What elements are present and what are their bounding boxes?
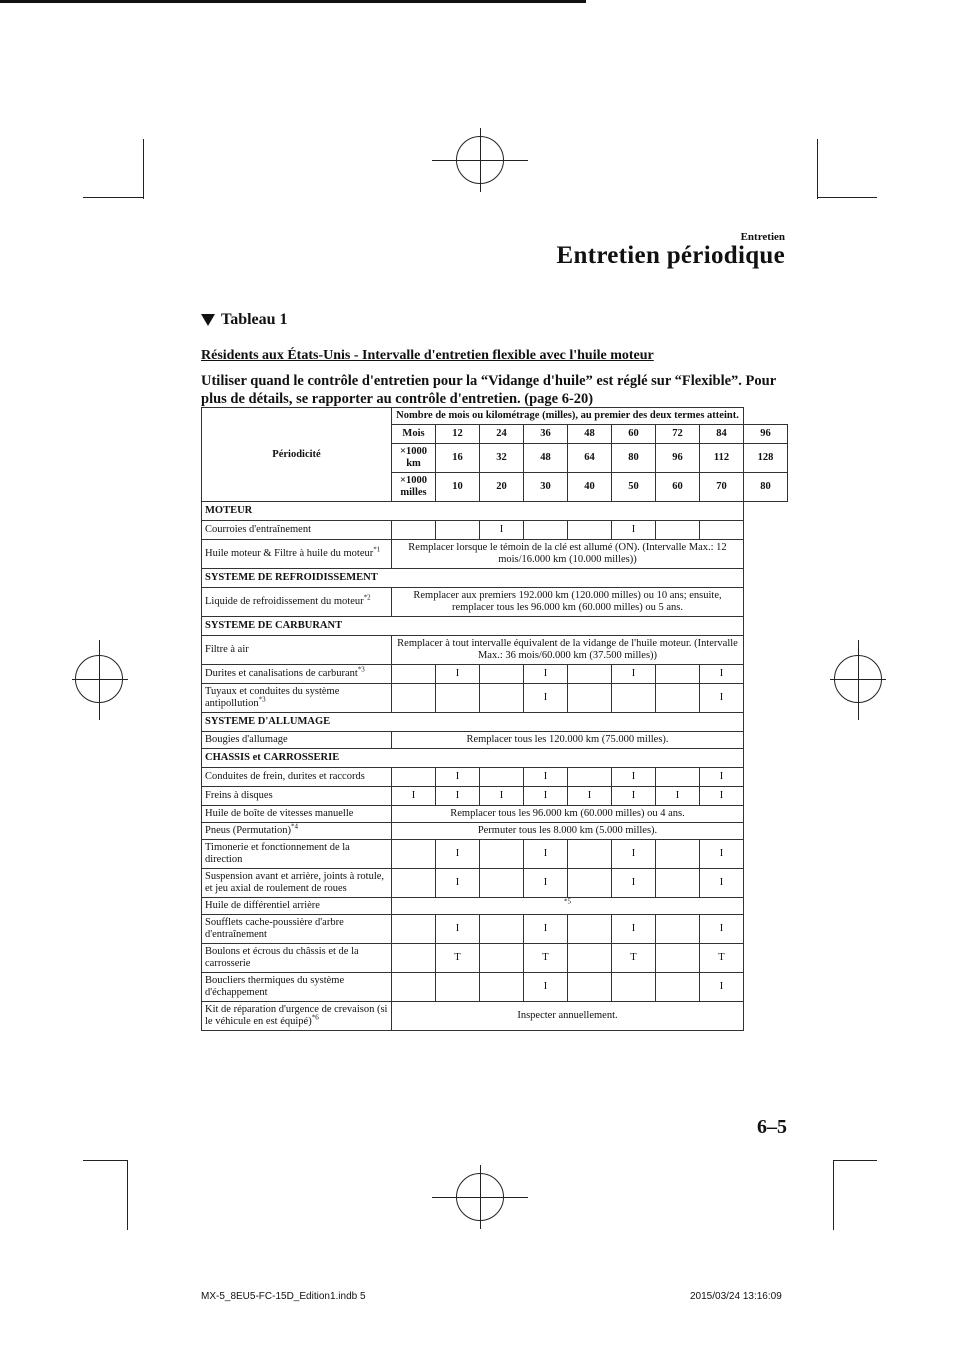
item-label: Huile moteur & Filtre à huile du moteur	[205, 548, 374, 559]
interval-value: 80	[744, 473, 788, 502]
schedule-cell: I	[656, 787, 700, 806]
schedule-text: Remplacer lorsque le témoin de la clé est allumé (ON). (Intervalle Max.: 12 mois/16.000 km (10.000 milles))	[392, 540, 744, 569]
schedule-cell: I	[612, 787, 656, 806]
schedule-cell	[392, 521, 436, 540]
schedule-cell: I	[612, 869, 656, 898]
schedule-cell: I	[436, 787, 480, 806]
schedule-cell	[568, 915, 612, 944]
schedule-cell	[392, 944, 436, 973]
schedule-cell: T	[612, 944, 656, 973]
schedule-cell: I	[612, 840, 656, 869]
item-cell	[202, 732, 392, 749]
table-row	[202, 588, 788, 617]
schedule-text: Remplacer à tout intervalle équivalent de la vidange de l'huile moteur. (Intervalle Max.: 36 mois/60.000 km (37.500 milles))	[392, 636, 744, 665]
schedule-cell	[480, 665, 524, 684]
schedule-cell: I	[524, 973, 568, 1002]
schedule-cell: I	[436, 915, 480, 944]
table-row	[202, 617, 788, 636]
footnote-ref: *3	[357, 665, 365, 674]
table-row	[202, 898, 788, 915]
schedule-cell: I	[480, 787, 524, 806]
interval-value: 84	[700, 425, 744, 444]
interval-value: 70	[700, 473, 744, 502]
schedule-cell	[392, 768, 436, 787]
schedule-cell	[392, 973, 436, 1002]
schedule-cell: I	[524, 665, 568, 684]
item-cell	[202, 806, 392, 823]
schedule-cell	[436, 973, 480, 1002]
interval-value: 48	[568, 425, 612, 444]
table-row	[202, 1002, 788, 1031]
interval-value: 60	[656, 473, 700, 502]
schedule-cell: T	[524, 944, 568, 973]
schedule-cell	[568, 768, 612, 787]
schedule-cell	[524, 521, 568, 540]
schedule-cell	[612, 684, 656, 713]
schedule-cell: I	[524, 840, 568, 869]
schedule-cell	[568, 665, 612, 684]
footer-timestamp: 2015/03/24 13:16:09	[690, 1291, 782, 1302]
schedule-note	[392, 898, 744, 915]
interval-value: 128	[744, 444, 788, 473]
unit-label: ×1000 milles	[392, 473, 436, 502]
item-cell	[202, 636, 392, 665]
header-rule	[0, 0, 586, 3]
interval-value: 80	[612, 444, 656, 473]
category-label: SYSTEME DE CARBURANT	[202, 617, 744, 636]
schedule-cell: I	[480, 521, 524, 540]
interval-value: 72	[656, 425, 700, 444]
schedule-cell: I	[568, 787, 612, 806]
item-cell	[202, 823, 392, 840]
category-label: CHASSIS et CARROSSERIE	[202, 749, 744, 768]
item-label: Freins à disques	[205, 790, 273, 801]
footnote-ref: *2	[363, 593, 371, 602]
item-cell	[202, 521, 392, 540]
schedule-cell	[480, 768, 524, 787]
interval-value: 24	[480, 425, 524, 444]
schedule-cell	[656, 684, 700, 713]
table-row	[202, 806, 788, 823]
item-label: Boucliers thermiques du système d'échappement	[205, 975, 345, 998]
schedule-cell	[700, 521, 744, 540]
interval-value: 50	[612, 473, 656, 502]
item-label: Conduites de frein, durites et raccords	[205, 771, 365, 782]
interval-value: 60	[612, 425, 656, 444]
triangle-icon	[201, 314, 215, 326]
interval-value: 48	[524, 444, 568, 473]
item-cell	[202, 973, 392, 1002]
table-row	[202, 869, 788, 898]
schedule-cell	[656, 840, 700, 869]
table-row	[202, 749, 788, 768]
footnote-ref: *5	[564, 897, 571, 906]
schedule-cell: I	[436, 869, 480, 898]
schedule-cell: I	[612, 521, 656, 540]
item-cell	[202, 768, 392, 787]
table-heading-label: Tableau 1	[221, 311, 288, 328]
interval-value: 96	[744, 425, 788, 444]
schedule-text: Remplacer tous les 96.000 km (60.000 milles) ou 4 ans.	[392, 806, 744, 823]
schedule-cell	[568, 973, 612, 1002]
table-subheading: Résidents aux États-Unis - Intervalle d'entretien flexible avec l'huile moteur	[201, 348, 654, 363]
schedule-cell	[656, 915, 700, 944]
schedule-cell	[480, 944, 524, 973]
item-cell	[202, 840, 392, 869]
table-row	[202, 944, 788, 973]
category-label: SYSTEME D'ALLUMAGE	[202, 713, 744, 732]
schedule-cell: I	[700, 915, 744, 944]
schedule-cell: I	[436, 840, 480, 869]
item-label: Huile de différentiel arrière	[205, 900, 320, 911]
schedule-cell	[612, 973, 656, 1002]
interval-value: 10	[436, 473, 480, 502]
table-row	[202, 787, 788, 806]
item-label: Kit de réparation d'urgence de crevaison (si le véhicule en est équipé)	[205, 1004, 388, 1027]
table-row	[202, 915, 788, 944]
interval-value: 40	[568, 473, 612, 502]
schedule-cell	[392, 684, 436, 713]
schedule-cell	[480, 915, 524, 944]
table-heading	[201, 311, 288, 329]
item-label: Soufflets cache-poussière d'arbre d'entraînement	[205, 917, 344, 940]
item-label: Boulons et écrous du châssis et de la carrosserie	[205, 946, 359, 969]
schedule-cell	[568, 840, 612, 869]
schedule-cell	[568, 944, 612, 973]
schedule-cell	[392, 915, 436, 944]
table-row	[202, 823, 788, 840]
schedule-cell	[436, 684, 480, 713]
table-row	[202, 502, 788, 521]
interval-value: 12	[436, 425, 480, 444]
schedule-cell: I	[700, 787, 744, 806]
category-label: MOTEUR	[202, 502, 744, 521]
item-label: Timonerie et fonctionnement de la direction	[205, 842, 350, 865]
page-title: Entretien périodique	[556, 242, 785, 269]
table-row	[202, 973, 788, 1002]
interval-note: Nombre de mois ou kilométrage (milles), au premier des deux termes atteint.	[392, 408, 744, 425]
item-cell	[202, 787, 392, 806]
item-cell	[202, 915, 392, 944]
schedule-text: Remplacer aux premiers 192.000 km (120.000 milles) ou 10 ans; ensuite, remplacer tous les 96.000 km (60.000 milles) ou 5 ans.	[392, 588, 744, 617]
interval-value: 112	[700, 444, 744, 473]
interval-value: 64	[568, 444, 612, 473]
schedule-cell	[480, 840, 524, 869]
table-row	[202, 684, 788, 713]
item-cell	[202, 898, 392, 915]
schedule-cell: I	[524, 787, 568, 806]
schedule-cell	[656, 521, 700, 540]
item-cell	[202, 684, 392, 713]
schedule-cell: I	[524, 915, 568, 944]
section-name: Entretien	[740, 231, 785, 243]
item-label: Suspension avant et arrière, joints à rotule, et jeu axial de roulement de roues	[205, 871, 385, 894]
schedule-cell: I	[612, 665, 656, 684]
table-row	[202, 521, 788, 540]
schedule-cell: I	[612, 768, 656, 787]
item-label: Pneus (Permutation)	[205, 825, 292, 836]
schedule-cell: I	[700, 869, 744, 898]
footnote-ref: *1	[373, 545, 381, 554]
table-row	[202, 713, 788, 732]
schedule-cell	[480, 973, 524, 1002]
item-label: Filtre à air	[205, 644, 249, 655]
schedule-cell	[392, 869, 436, 898]
schedule-cell	[392, 665, 436, 684]
schedule-cell	[656, 869, 700, 898]
item-cell	[202, 869, 392, 898]
interval-value: 30	[524, 473, 568, 502]
interval-value: 36	[524, 425, 568, 444]
item-label: Durites et canalisations de carburant	[205, 668, 358, 679]
table-row	[202, 569, 788, 588]
table-row	[202, 732, 788, 749]
interval-value: 96	[656, 444, 700, 473]
interval-value: 16	[436, 444, 480, 473]
footnote-ref: *6	[311, 1013, 319, 1022]
item-cell	[202, 540, 392, 569]
schedule-cell	[436, 521, 480, 540]
schedule-cell	[480, 684, 524, 713]
schedule-cell: I	[524, 684, 568, 713]
schedule-cell	[480, 869, 524, 898]
table-row	[202, 540, 788, 569]
schedule-cell: I	[392, 787, 436, 806]
table-row	[202, 665, 788, 684]
unit-label: Mois	[392, 425, 436, 444]
schedule-cell: I	[436, 768, 480, 787]
schedule-cell: I	[524, 768, 568, 787]
schedule-cell	[568, 684, 612, 713]
schedule-cell: I	[524, 869, 568, 898]
schedule-text: Inspecter annuellement.	[392, 1002, 744, 1031]
item-label: Bougies d'allumage	[205, 734, 288, 745]
interval-value: 32	[480, 444, 524, 473]
item-label: Tuyaux et conduites du système antipollution	[205, 686, 340, 709]
footer-file: MX-5_8EU5-FC-15D_Edition1.indb 5	[201, 1291, 366, 1302]
schedule-cell: T	[436, 944, 480, 973]
schedule-cell: I	[700, 973, 744, 1002]
schedule-cell	[656, 665, 700, 684]
schedule-cell	[392, 840, 436, 869]
page-number: 6–5	[757, 1116, 787, 1138]
footnote-ref: *4	[291, 822, 299, 831]
item-cell	[202, 665, 392, 684]
schedule-cell	[656, 973, 700, 1002]
schedule-cell: I	[436, 665, 480, 684]
schedule-cell: I	[700, 840, 744, 869]
category-label: SYSTEME DE REFROIDISSEMENT	[202, 569, 744, 588]
schedule-cell: I	[700, 665, 744, 684]
schedule-text: Permuter tous les 8.000 km (5.000 milles).	[392, 823, 744, 840]
item-cell	[202, 1002, 392, 1031]
unit-label: ×1000 km	[392, 444, 436, 473]
schedule-cell: T	[700, 944, 744, 973]
intro-paragraph: Utiliser quand le contrôle d'entretien pour la “Vidange d'huile” est réglé sur “Flexible”. Pour plus de détails, se rapporter au contrôle d'entretien. (page 6-20)	[201, 373, 776, 407]
item-label: Liquide de refroidissement du moteur	[205, 596, 364, 607]
table-row	[202, 840, 788, 869]
schedule-cell	[656, 768, 700, 787]
periodicite-header: Périodicité	[202, 408, 392, 502]
table-row	[202, 768, 788, 787]
table-row	[202, 636, 788, 665]
schedule-cell: I	[612, 915, 656, 944]
schedule-text: Remplacer tous les 120.000 km (75.000 milles).	[392, 732, 744, 749]
schedule-cell: I	[700, 768, 744, 787]
interval-value: 20	[480, 473, 524, 502]
item-cell	[202, 588, 392, 617]
footnote-ref: *3	[258, 695, 266, 704]
item-label: Huile de boîte de vitesses manuelle	[205, 808, 354, 819]
schedule-cell	[568, 521, 612, 540]
item-cell	[202, 944, 392, 973]
schedule-cell	[656, 944, 700, 973]
maintenance-schedule-table	[201, 407, 788, 1031]
schedule-cell: I	[700, 684, 744, 713]
item-label: Courroies d'entraînement	[205, 524, 311, 535]
schedule-cell	[568, 869, 612, 898]
